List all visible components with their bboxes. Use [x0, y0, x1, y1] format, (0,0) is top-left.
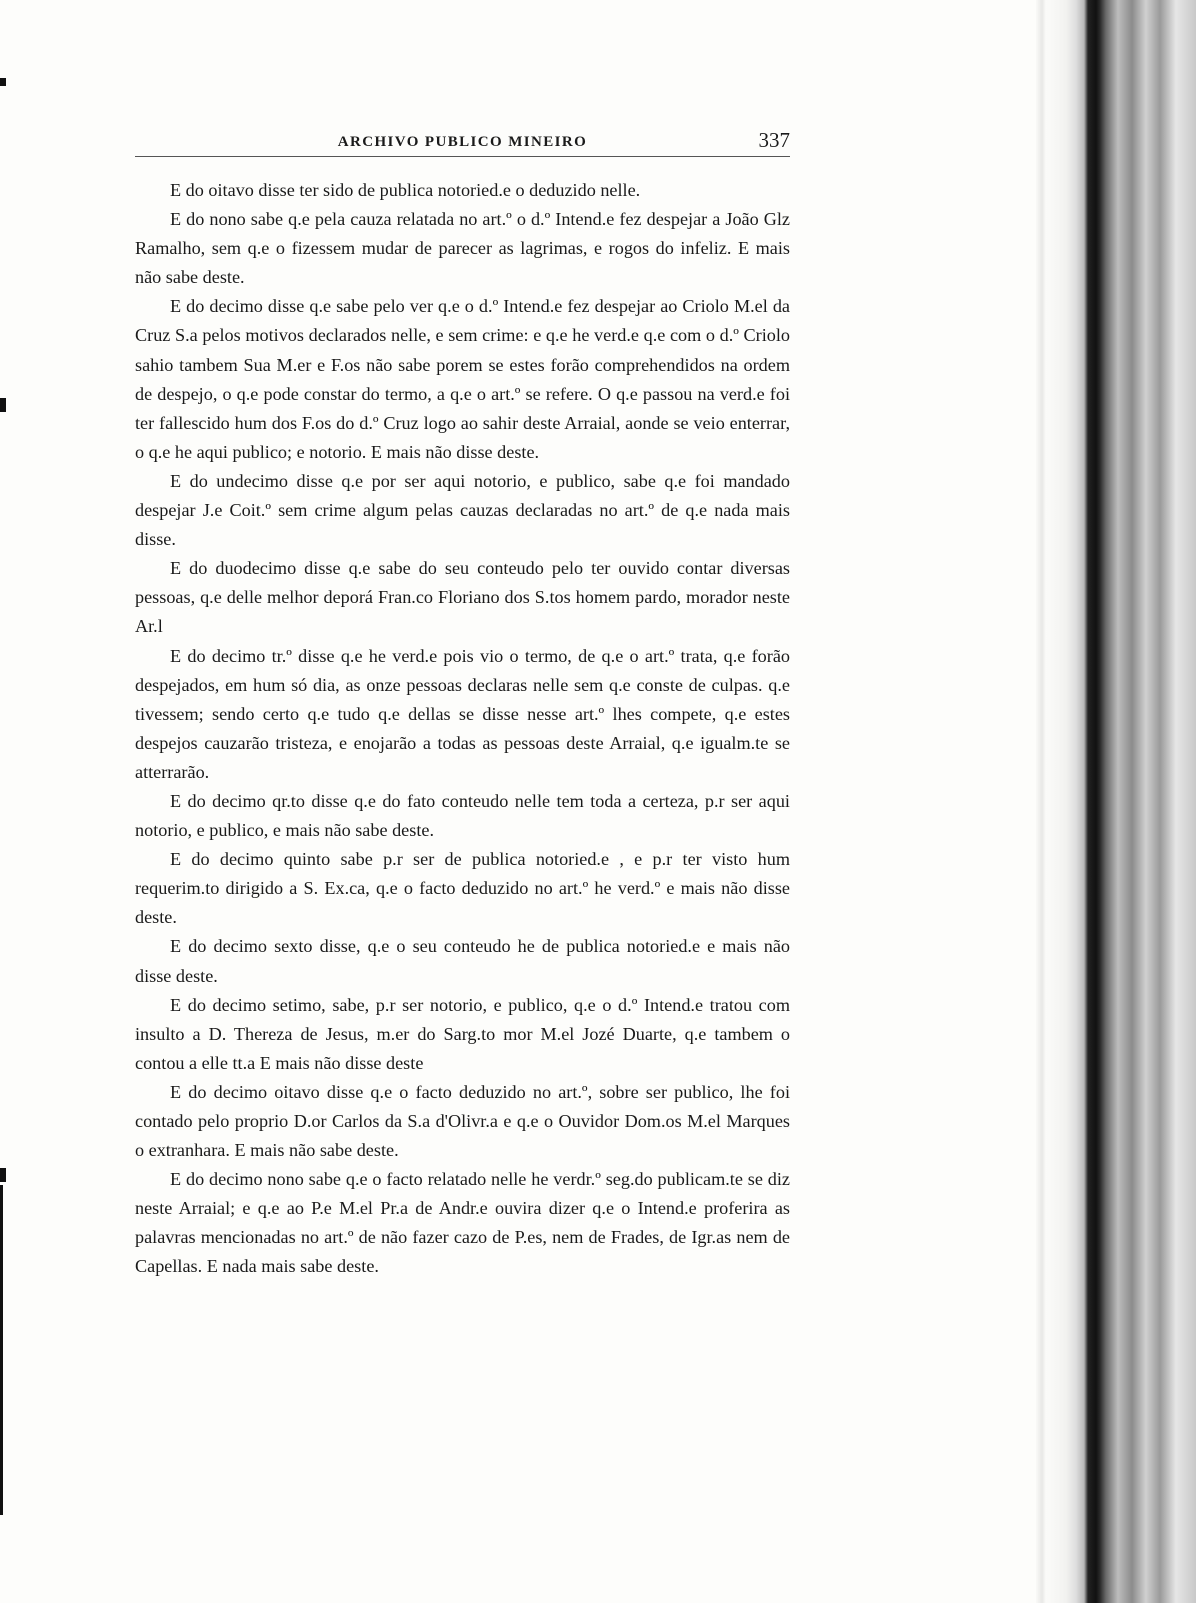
- paragraph-decimo-sexto: E do decimo sexto disse, q.e o seu conteudo he de publica notoried.e e mais não disse deste.: [135, 936, 790, 986]
- page-number: 337: [758, 128, 790, 152]
- document-body: [135, 176, 790, 1282]
- paragraph-decimo-setimo: E do decimo setimo, sabe, p.r ser notorio, e publico, q.e o d.º Intend.e tratou com insulto a D. Thereza de Jesus, m.er do Sarg.to mor M.el Jozé Duarte, q.e tambem o contou a elle tt.a E mais não disse deste: [135, 994, 790, 1073]
- paragraph-nono: E do nono sabe q.e pela cauza relatada no art.º o d.º Intend.e fez despejar a João Glz Ramalho, sem q.e o fizessem mudar de parecer as lagrimas, e rogos do infeliz. E mais não sabe deste.: [135, 209, 790, 288]
- paragraph-decimo-oitavo: E do decimo oitavo disse q.e o facto deduzido no art.º, sobre ser publico, lhe foi contado pelo proprio D.or Carlos da S.a d'Olivr.a e q.e o Ouvidor Dom.os M.el Marques o extranhara. E mais não sabe deste.: [135, 1081, 790, 1161]
- paragraph-oitavo: E do oitavo disse ter sido de publica notoried.e o deduzido nelle.: [170, 180, 641, 200]
- scan-mark-left: [0, 1185, 3, 1515]
- paragraph-decimo: E do decimo disse q.e sabe pelo ver q.e o d.º Intend.e fez despejar ao Criolo M.el da Cruz S.a pelos motivos declarados nelle, e sem crime: e q.e he verd.e q.e com o d.º Criolo sahio tambem Sua M.er e F.os não sabe porem se estes forão comprehendidos na ordem de despejo, o q.e pode constar do termo, a q.e o art.º se refere. O q.e passou na verd.e foi ter fallescido hum dos F.os do d.º Cruz logo ao sahir deste Arraial, aonde se veio enterrar, o q.e he aqui publico; e notorio. E mais não disse deste.: [135, 296, 790, 462]
- header-title: ARCHIVO PUBLICO MINEIRO: [337, 134, 588, 150]
- paragraph-duodecimo: E do duodecimo disse q.e sabe do seu conteudo pelo ter ouvido contar diversas pessoas, q.e delle melhor deporá Fran.co Floriano dos S.tos homem pardo, morador neste Ar.l: [135, 558, 790, 637]
- paragraph-undecimo: E do undecimo disse q.e por ser aqui notorio, e publico, sabe q.e foi mandado despejar J.e Coit.º sem crime algum pelas cauzas declaradas no art.º de q.e nada mais disse.: [135, 470, 790, 550]
- paragraph-decimo-terceiro: E do decimo tr.º disse q.e he verd.e pois vio o termo, de q.e o art.º trata, q.e forão despejados, em hum só dia, as onze pessoas declaras nelle sem q.e conste de culpas. q.e tivessem; sendo certo q.e tudo q.e dellas se disse nesse art.º lhes compete, q.e estes despejos cauzarão tristeza, e enojarão a todas as pessoas deste Arraial, q.e igualm.te se atterrarão.: [135, 645, 790, 782]
- paragraph-decimo-quinto: E do decimo quinto sabe p.r ser de publica notoried.e , e p.r ter visto hum requerim.to dirigido a S. Ex.ca, q.e o facto deduzido no art.º he verd.º e mais não disse deste.: [135, 849, 790, 928]
- paragraph-decimo-nono: E do decimo nono sabe q.e o facto relatado nelle he verdr.º seg.do publicam.te se diz neste Arraial; e q.e ao P.e M.el Pr.a de Andr.e ouvira dizer q.e o Intend.e proferira as palavras mencionadas no art.º de não fazer cazo de P.es, nem de Frades, de Igr.as nem de Capellas. E nada mais sabe deste.: [135, 1169, 790, 1277]
- paragraph-decimo-quarto: E do decimo qr.to disse q.e do fato conteudo nelle tem toda a certeza, p.r ser aqui notorio, e publico, e mais não sabe deste.: [135, 790, 790, 841]
- scan-mark-left: [0, 78, 6, 86]
- scan-mark-left: [0, 398, 6, 412]
- running-header: [135, 128, 790, 157]
- scan-binding-edge: [1036, 0, 1196, 1603]
- scan-mark-left: [0, 1168, 6, 1182]
